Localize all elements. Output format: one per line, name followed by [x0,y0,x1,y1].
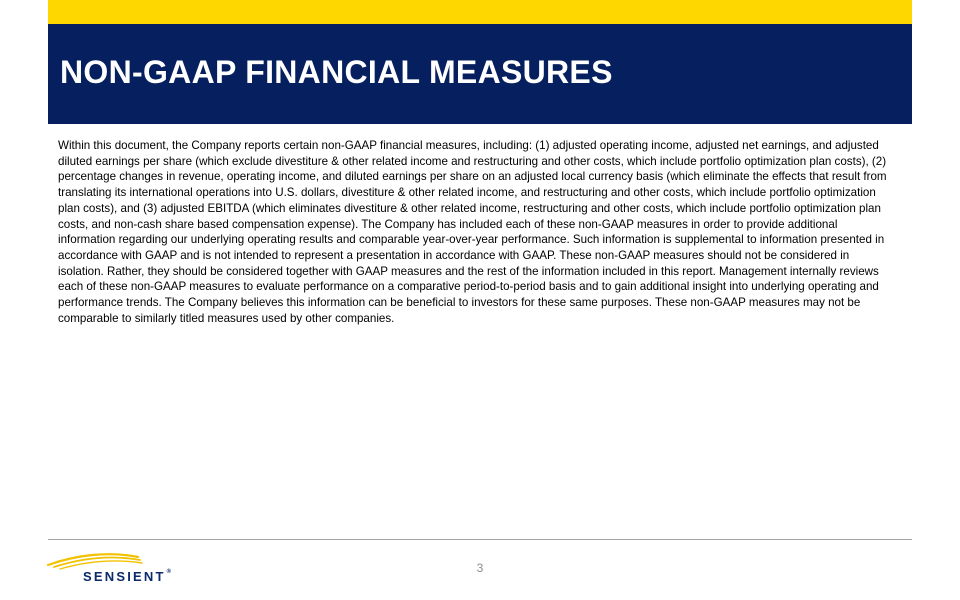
footer-divider [48,539,912,540]
registered-mark: ® [166,569,172,575]
page-number: 3 [476,561,484,575]
title-band [48,24,912,124]
top-accent-bar [48,0,912,24]
logo-wordmark [83,569,171,584]
logo-text: SENSIENT [83,569,166,584]
body-paragraph: Within this document, the Company reports certain non-GAAP financial measures, including: (1) adjusted operating income, adjusted net earnings, and adjusted diluted earnings per share (which exclude divestiture & other related income and restructuring and other costs, which include portfolio optimization plan costs), (2) percentage changes in revenue, operating income, and diluted earnings per share on an adjusted local currency basis (which eliminate the effects that result from translating its international operations into U.S. dollars, divestiture & other related income, and restructuring and other costs, which include portfolio optimization plan costs), and (3) adjusted EBITDA (which eliminates divestiture & other related income, restructuring and other costs, which include portfolio optimization plan costs, and non-cash share based compensation expense). The Company has included each of these non-GAAP measures in order to provide additional information regarding our underlying operating results and comparable year-over-year performance. Such information is supplemental to information presented in accordance with GAAP and is not intended to represent a presentation in accordance with GAAP. These non-GAAP measures should not be considered in isolation. Rather, they should be considered together with GAAP measures and the rest of the information included in this report. Management internally reviews each of these non-GAAP measures to evaluate performance on a comparative period-to-period basis and to gain additional insight into underlying operating and performance trends. The Company believes this information can be beneficial to investors for these same purposes. These non-GAAP measures may not be comparable to similarly titled measures used by other companies. [58,139,887,325]
slide-title: NON-GAAP FINANCIAL MEASURES [60,54,613,90]
sensient-logo [46,548,196,588]
